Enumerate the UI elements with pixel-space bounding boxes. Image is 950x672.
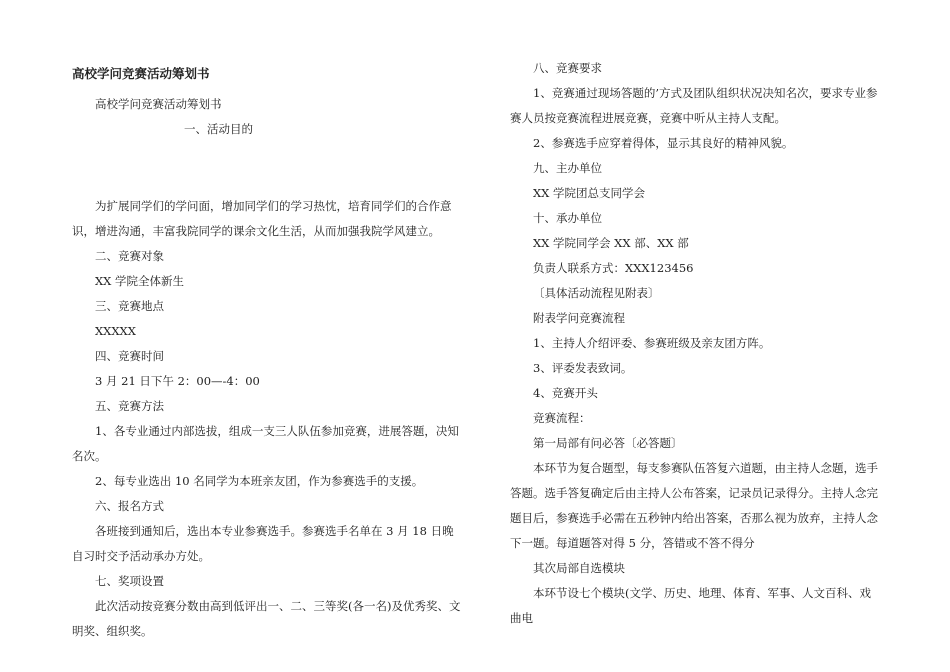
paragraph-p8: 此次活动按竞赛分数由高到低评出一、二、三等奖(各一名)及优秀奖、文明奖、组织奖。 [72, 599, 461, 638]
paragraph-p4: 3 月 21 日下午 2：00—-4：00 [95, 374, 260, 388]
document-title: 高校学问竞赛活动筹划书 [72, 66, 210, 81]
paragraph-p3: XXXXX [95, 324, 136, 338]
paragraph-p21: 本环节为复合题型，每支参赛队伍答复六道题，由主持人念题，选手答题。选手答复确定后由主持人公布答案，记录员记录得分。主持人念完题目后，参赛选手必需在五秒钟内给出答案，否那么视为放弃，主持人念下一题。每道题答对得 5 分，答错或不答不得分 [510, 461, 878, 550]
paragraph-p18: 4、竞赛开头 [533, 386, 598, 400]
paragraph-p6: 2、每专业选出 10 名同学为本班亲友团，作为参赛选手的支援。 [95, 474, 424, 488]
paragraph-p17: 3、评委发表致词。 [533, 361, 633, 375]
paragraph-s10: 十、承办单位 [533, 211, 602, 225]
paragraph-subtitle: 高校学问竞赛活动筹划书 [95, 97, 222, 111]
paragraph-p9: 1、竞赛通过现场答题的’方式及团队组织状况决知名次，要求专业参赛人员按竞赛流程进展竞赛，竞赛中听从主持人支配。 [510, 86, 878, 125]
paragraph-p7: 各班接到通知后，选出本专业参赛选手。参赛选手名单在 3 月 18 日晚自习时交予活动承办方处。 [72, 524, 454, 563]
paragraph-p11: XX 学院团总支同学会 [533, 186, 646, 200]
paragraph-p23: 本环节设七个模块(文学、历史、地理、体育、军事、人文百科、戏曲电 [510, 586, 871, 625]
paragraph-p1: 为扩展同学们的学问面，增加同学们的学习热忱，培育同学们的合作意识，增进沟通，丰富我院同学的课余文化生活，从而加强我院学风建立。 [72, 199, 452, 238]
paragraph-p13: 负责人联系方式：XXX123456 [533, 261, 694, 275]
paragraph-s3: 三、竞赛地点 [95, 299, 164, 313]
paragraph-p22: 其次局部自选模块 [533, 561, 625, 575]
paragraph-p20: 第一局部有问必答〔必答题〕 [533, 436, 683, 450]
paragraph-s7: 七、奖项设置 [95, 574, 164, 588]
paragraph-s9: 九、主办单位 [533, 161, 602, 175]
paragraph-p14: 〔具体活动流程见附表〕 [533, 286, 660, 300]
paragraph-p15: 附表学问竞赛流程 [533, 311, 625, 325]
right-column [510, 56, 878, 631]
paragraph-p19: 竞赛流程： [533, 411, 591, 425]
paragraph-s2: 二、竞赛对象 [95, 249, 164, 263]
paragraph-s1: 一、活动目的 [184, 122, 253, 136]
right-column-body [510, 56, 878, 631]
paragraph-p12: XX 学院同学会 XX 部、XX 部 [533, 236, 689, 250]
paragraph-p5: 1、各专业通过内部选拔，组成一支三人队伍参加竞赛，进展答题，决知名次。 [72, 424, 459, 463]
paragraph-s5: 五、竞赛方法 [95, 399, 164, 413]
paragraph-s8: 八、竞赛要求 [533, 61, 602, 75]
paragraph-s6: 六、报名方式 [95, 499, 164, 513]
paragraph-p2: XX 学院全体新生 [95, 274, 185, 288]
paragraph-p16: 1、主持人介绍评委、参赛班级及亲友团方阵。 [533, 336, 771, 350]
left-column [72, 56, 464, 644]
left-column-body [72, 92, 464, 644]
paragraph-gap1 [72, 154, 464, 183]
paragraph-s4: 四、竞赛时间 [95, 349, 164, 363]
paragraph-p10: 2、参赛选手应穿着得体，显示其良好的精神风貌。 [533, 136, 794, 150]
